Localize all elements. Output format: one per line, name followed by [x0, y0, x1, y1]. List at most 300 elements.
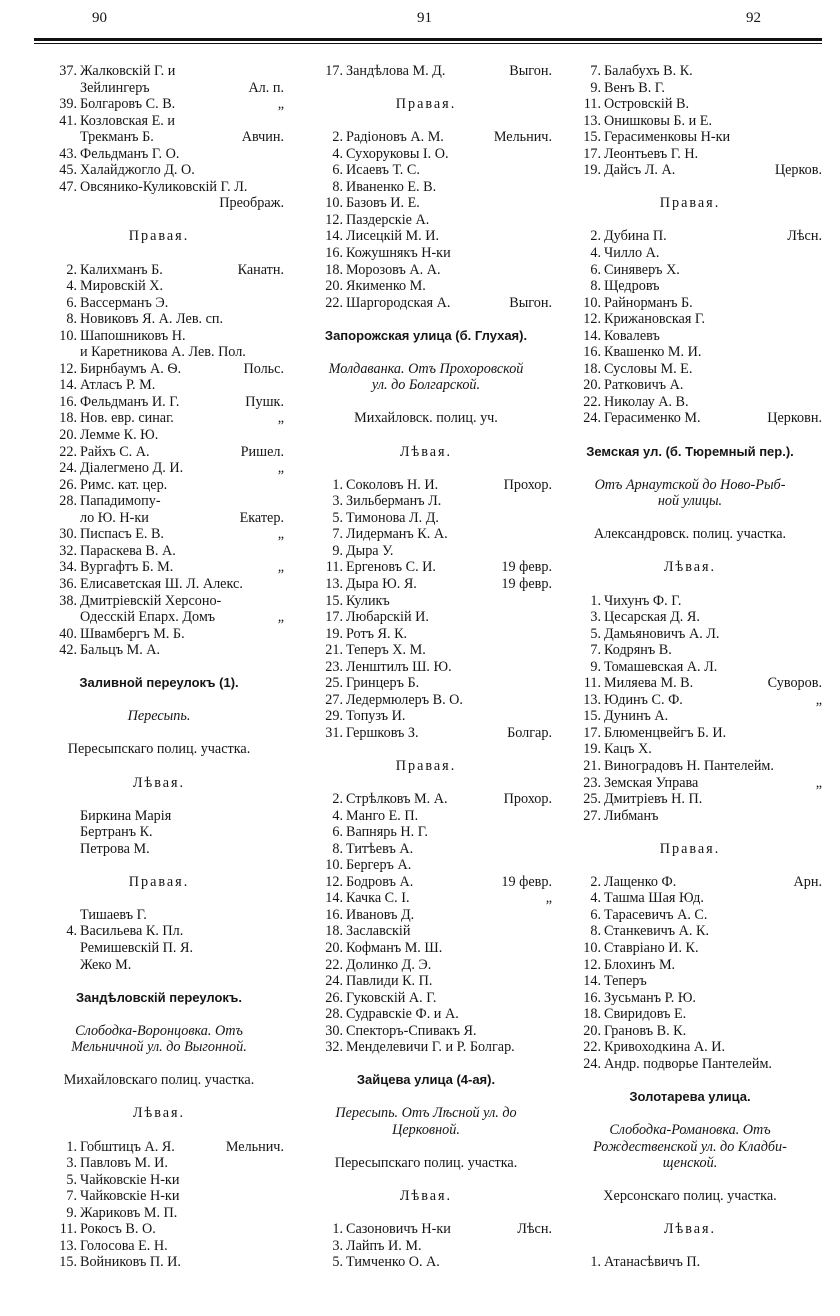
spacer [34, 1006, 284, 1023]
page-number: 91 [417, 10, 432, 26]
house-number: 27. [583, 807, 601, 824]
spacer [300, 311, 552, 328]
house-number: 9. [590, 79, 601, 96]
resident-name: Топузъ И. [346, 708, 406, 725]
house-number: 5. [332, 509, 343, 526]
house-number: 9. [590, 658, 601, 675]
house-number: 7. [332, 526, 343, 543]
district-description: ной улицы. [657, 493, 723, 510]
house-number: 1. [66, 1138, 77, 1155]
entry-row [300, 576, 552, 593]
entry-row [34, 940, 284, 957]
entry-row [300, 1221, 552, 1238]
spacer [34, 791, 284, 808]
entry-row [300, 990, 552, 1007]
house-number: 6. [332, 162, 343, 179]
spacer [300, 1089, 552, 1106]
house-number: 39. [59, 96, 77, 113]
house-number: 3. [66, 1155, 77, 1172]
house-number: 28. [325, 1006, 343, 1023]
spacer [300, 344, 552, 361]
entry-row [558, 1006, 822, 1023]
entry-row [300, 923, 552, 940]
house-number: 2. [66, 261, 77, 278]
house-number: 1. [590, 1254, 601, 1271]
entry-row [558, 775, 822, 792]
resident-name: Петрова М. [80, 840, 150, 857]
house-number: 19. [583, 741, 601, 758]
house-number: 6. [590, 906, 601, 923]
spacer [34, 725, 284, 742]
resident-name: Любарскій И. [346, 609, 429, 626]
resident-name: Ташма Шая Юд. [604, 890, 704, 907]
entry-row [300, 675, 552, 692]
header-rule-thin [34, 43, 822, 44]
house-number: 17. [325, 609, 343, 626]
entry-row [34, 477, 284, 494]
house-number: 10. [583, 939, 601, 956]
house-number: 12. [325, 211, 343, 228]
resident-name: Чилло А. [604, 245, 660, 262]
entry-row [34, 1188, 284, 1205]
entry-row [558, 642, 822, 659]
resident-name: Гринцеръ Б. [346, 675, 420, 692]
entry-row [558, 80, 822, 97]
spacer [300, 427, 552, 444]
entry-row [34, 1254, 284, 1271]
entry-row [300, 1238, 552, 1255]
resident-name: Трекманъ Б. [80, 129, 154, 146]
house-number: 43. [59, 145, 77, 162]
entry-row [34, 63, 284, 80]
entry-row [558, 228, 822, 245]
street-heading: Золотарева улица. [629, 1088, 751, 1104]
resident-name: Балабухъ В. К. [604, 63, 693, 79]
entry-row [34, 311, 284, 328]
house-number: 15. [583, 708, 601, 725]
cross-street: Лѣсн. [517, 1221, 552, 1238]
house-number: 8. [66, 311, 77, 328]
house-number: 18. [59, 410, 77, 427]
house-number: 30. [325, 1022, 343, 1039]
resident-name: Леонтьевъ Г. Н. [604, 145, 699, 162]
house-number: 12. [583, 956, 601, 973]
entry-row [300, 245, 552, 262]
house-number: 11. [583, 675, 601, 692]
street-heading: Запорожская улица (б. Глухая). [324, 327, 528, 343]
side-heading: Правая. [395, 96, 457, 113]
house-number: 7. [66, 1188, 77, 1205]
resident-name: Юдинъ С. Ф. [604, 691, 683, 708]
entry-row [558, 311, 822, 328]
entry-row [300, 857, 552, 874]
house-number: 10. [325, 195, 343, 212]
resident-name: Кривоходкина А. И. [604, 1039, 726, 1056]
entry-row [558, 63, 822, 80]
house-number: 20. [325, 939, 343, 956]
cross-street: Церковн. [767, 410, 822, 427]
entry-row [34, 559, 284, 576]
resident-name: Голосова Е. Н. [80, 1237, 168, 1254]
house-number: 12. [59, 360, 77, 377]
spacer [558, 576, 822, 593]
resident-name: Стрѣлковъ М. А. [346, 791, 448, 808]
house-number: 28. [59, 493, 77, 510]
entry-row [300, 841, 552, 858]
spacer [34, 973, 284, 990]
house-number: 25. [325, 675, 343, 692]
entry-row [558, 410, 822, 427]
entry-row [34, 410, 284, 427]
resident-name: Овсянико-Куликовскій Г. Л. [80, 178, 248, 195]
resident-name: Крижановская Г. [604, 311, 706, 328]
resident-name: Куликъ [346, 592, 390, 609]
entry-row [300, 162, 552, 179]
entry-row [300, 295, 552, 312]
entry-row [34, 377, 284, 394]
entry-row [34, 543, 284, 560]
house-number: 15. [325, 592, 343, 609]
resident-name: ло Ю. Н-ки [80, 509, 149, 526]
house-number: 14. [583, 327, 601, 344]
house-number: 14. [325, 890, 343, 907]
resident-name: Тимонова Л. Д. [346, 509, 439, 526]
spacer [34, 857, 284, 874]
house-number: 3. [332, 493, 343, 510]
entry-row [34, 96, 284, 113]
resident-name: Сазоновичъ Н-ки [346, 1221, 451, 1238]
entry-row [300, 1023, 552, 1040]
entry-row [34, 1172, 284, 1189]
spacer [558, 1205, 822, 1222]
house-number: 8. [332, 178, 343, 195]
resident-name: Исаевъ Т. С. [346, 162, 420, 179]
resident-name: Квашенко М. И. [604, 344, 702, 361]
entry-row [34, 1139, 284, 1156]
entry-row [34, 957, 284, 974]
spacer [558, 1105, 822, 1122]
house-number: 10. [59, 327, 77, 344]
house-number: 20. [325, 278, 343, 295]
house-number: 12. [325, 873, 343, 890]
house-number: 17. [583, 724, 601, 741]
entry-row [300, 874, 552, 891]
spacer [558, 857, 822, 874]
house-number: 9. [66, 1204, 77, 1221]
entry-row [558, 708, 822, 725]
entry-row [558, 990, 822, 1007]
header-rule [34, 38, 822, 41]
house-number: 18. [325, 923, 343, 940]
cross-street: Пушк. [245, 393, 284, 410]
resident-name: Ремишевскій П. Я. [80, 939, 194, 956]
entry-row [300, 278, 552, 295]
resident-name: Васильева К. Пл. [80, 923, 184, 940]
house-number: 4. [66, 278, 77, 295]
house-number: 8. [332, 840, 343, 857]
house-number: 36. [59, 575, 77, 592]
house-number: 20. [59, 427, 77, 444]
house-number: 31. [325, 724, 343, 741]
spacer [300, 1205, 552, 1222]
district-description: Отъ Арнаутской до Ново-Рыб- [594, 476, 786, 493]
house-number: 8. [590, 923, 601, 940]
spacer [34, 758, 284, 775]
house-number: 19. [583, 162, 601, 179]
resident-name: Бодровъ А. [346, 873, 414, 890]
resident-name: Параскева В. А. [80, 542, 176, 559]
street-heading: Зайцева улица (4-ая). [356, 1072, 496, 1088]
resident-name: Николау А. В. [604, 393, 689, 410]
house-number: 24. [583, 1055, 601, 1072]
district-description: Рождественской ул. до Кладби- [593, 1138, 787, 1155]
entry-row [558, 96, 822, 113]
resident-name: Кофманъ М. Ш. [346, 939, 443, 956]
entry-row [34, 1155, 284, 1172]
house-number: 13. [59, 1237, 77, 1254]
district-description: ул. до Болгарской. [371, 377, 481, 394]
house-number: 20. [583, 1022, 601, 1039]
house-number: 16. [583, 344, 601, 361]
house-number: 24. [59, 460, 77, 477]
entry-row [34, 80, 284, 97]
police-precinct: Херсонскаго полиц. участка. [603, 1188, 777, 1205]
resident-name: Вапнярь Н. Г. [346, 824, 428, 841]
entry-row [34, 576, 284, 593]
cross-street: Прохор. [503, 476, 552, 493]
spacer [558, 1238, 822, 1255]
resident-name: Островскій В. [604, 96, 690, 113]
house-number: 34. [59, 559, 77, 576]
spacer [558, 179, 822, 196]
house-number: 2. [590, 228, 601, 245]
house-number: 11. [325, 559, 343, 576]
spacer [300, 741, 552, 758]
house-number: 10. [325, 857, 343, 874]
cross-street: 19 февр. [501, 873, 552, 890]
cross-street: 19 февр. [501, 559, 552, 576]
entry-row [558, 1023, 822, 1040]
resident-name: Лисецкій М. И. [346, 228, 440, 245]
house-number: 5. [66, 1171, 77, 1188]
side-heading: Правая. [395, 757, 457, 774]
house-number: 1. [332, 1221, 343, 1238]
entry-row [300, 212, 552, 229]
entry-row [34, 361, 284, 378]
entry-row [34, 923, 284, 940]
resident-name: Фельдманъ Г. О. [80, 145, 180, 162]
resident-name: Дамьяновичъ А. Л. [604, 625, 720, 642]
resident-name: Войниковъ П. И. [80, 1254, 181, 1271]
resident-name: Зильберманъ Л. [346, 493, 442, 510]
spacer [34, 692, 284, 709]
side-heading: Лѣвая. [132, 1105, 186, 1122]
spacer [300, 775, 552, 792]
cross-street: „ [545, 890, 552, 907]
house-number: 3. [590, 609, 601, 626]
entry-row [34, 824, 284, 841]
resident-name: Ледермюлеръ В. О. [346, 691, 463, 708]
entry-row [34, 113, 284, 130]
entry-row [558, 377, 822, 394]
spacer [558, 460, 822, 477]
entry-row [300, 493, 552, 510]
side-heading: Лѣвая. [399, 1188, 453, 1205]
entry-row [34, 493, 284, 510]
resident-name: Зусьманъ Р. Ю. [604, 989, 696, 1006]
house-number: 13. [583, 691, 601, 708]
cross-street: Арн. [793, 873, 822, 890]
resident-name: Соколовъ Н. И. [346, 476, 439, 493]
house-number: 7. [590, 63, 601, 79]
spacer [34, 1089, 284, 1106]
entry-row [558, 245, 822, 262]
house-number: 7. [590, 642, 601, 659]
entry-row [300, 642, 552, 659]
entry-row [34, 642, 284, 659]
resident-name: Дайсъ Л. А. [604, 162, 676, 179]
entry-row [558, 278, 822, 295]
resident-name: Рокосъ В. О. [80, 1221, 156, 1238]
resident-name: Виноградовъ Н. Пантелейм. [604, 757, 774, 774]
house-number: 9. [332, 542, 343, 559]
house-number: 15. [59, 1254, 77, 1271]
house-number: 17. [583, 145, 601, 162]
resident-name: Шапошниковъ Н. [80, 327, 186, 344]
side-heading: Лѣвая. [399, 443, 453, 460]
house-number: 29. [325, 708, 343, 725]
house-number: 6. [66, 294, 77, 311]
district-description: Пересыпь. [127, 708, 191, 725]
resident-name: Биркина Марія [80, 807, 172, 824]
entry-row [558, 808, 822, 825]
entry-row [300, 262, 552, 279]
entry-row [558, 725, 822, 742]
resident-name: Ковалевъ [604, 327, 660, 344]
entry-row [558, 328, 822, 345]
entry-row [34, 394, 284, 411]
resident-name: Швамбергъ М. Б. [80, 625, 185, 642]
cross-street: Мельнич. [493, 129, 552, 146]
spacer [300, 1056, 552, 1073]
resident-name: Бергеръ А. [346, 857, 412, 874]
entry-row [558, 146, 822, 163]
spacer [558, 543, 822, 560]
resident-name: Вассерманъ Э. [80, 294, 169, 311]
cross-street: „ [815, 691, 822, 708]
entry-row [300, 63, 552, 80]
house-number: 18. [583, 1006, 601, 1023]
side-heading: Лѣвая. [663, 1221, 717, 1238]
house-number: 25. [583, 791, 601, 808]
cross-street: „ [277, 526, 284, 543]
entry-row [558, 923, 822, 940]
entry-row [300, 626, 552, 643]
page-number: 90 [92, 10, 107, 26]
resident-name: Римс. кат. цер. [80, 476, 168, 493]
spacer [558, 427, 822, 444]
police-precinct: Пересыпскаго полиц. участка. [334, 1155, 518, 1172]
spacer [558, 212, 822, 229]
entry-row [558, 361, 822, 378]
entry-row [34, 841, 284, 858]
page-number: 92 [746, 10, 761, 26]
resident-name: Павловъ М. И. [80, 1155, 168, 1172]
entry-row [300, 692, 552, 709]
resident-name: Герасименко М. [604, 410, 701, 427]
house-number: 38. [59, 592, 77, 609]
entry-row [34, 593, 284, 610]
house-number: 26. [59, 476, 77, 493]
house-number: 4. [332, 145, 343, 162]
entry-row [300, 1006, 552, 1023]
spacer [558, 510, 822, 527]
resident-name: Пападимопу- [80, 493, 161, 510]
spacer [34, 212, 284, 229]
district-description: Пересыпь. Отъ Лѣсной ул. до [335, 1105, 517, 1122]
cross-street: „ [277, 410, 284, 427]
resident-name: Болгаровъ С. В. [80, 96, 176, 113]
resident-name: Манго Е. П. [346, 807, 419, 824]
cross-street: 19 февр. [501, 575, 552, 592]
entry-row [558, 907, 822, 924]
resident-name: Дмитріевскій Херсоно- [80, 592, 222, 609]
house-number: 24. [325, 973, 343, 990]
house-number: 4. [590, 245, 601, 262]
entry-row [300, 146, 552, 163]
resident-name: Чайковскіе Н-ки [80, 1171, 180, 1188]
resident-name: Лидерманъ К. А. [346, 526, 448, 543]
entry-row [558, 890, 822, 907]
house-number: 10. [583, 294, 601, 311]
resident-name: Судравскіе Ф. и А. [346, 1006, 459, 1023]
resident-name: Лемме К. Ю. [80, 427, 159, 444]
house-number: 16. [325, 245, 343, 262]
entry-row [558, 659, 822, 676]
house-number: 14. [59, 377, 77, 394]
entry-row [558, 692, 822, 709]
house-number: 20. [583, 377, 601, 394]
cross-street: Болгар. [507, 724, 552, 741]
resident-name: Ленштилъ Ш. Ю. [346, 658, 452, 675]
entry-row [558, 262, 822, 279]
police-precinct: Михайловск. полиц. уч. [354, 410, 498, 427]
spacer [300, 1172, 552, 1189]
resident-name: Райнорманъ Б. [604, 294, 693, 311]
resident-name: Гобштицъ А. Я. [80, 1138, 175, 1155]
house-number: 32. [59, 542, 77, 559]
entry-row [558, 1254, 822, 1271]
resident-name: Сусловы М. Е. [604, 360, 693, 377]
resident-name: Новиковъ Я. А. Лев. сп. [80, 311, 224, 328]
house-number: 4. [66, 923, 77, 940]
resident-name: Станкевичъ А. К. [604, 923, 710, 940]
resident-name: Томашевская А. Л. [604, 658, 718, 675]
resident-name: Фельдманъ И. Г. [80, 393, 180, 410]
column-left [34, 63, 284, 1271]
entry-row [300, 228, 552, 245]
resident-name: Ротъ Я. К. [346, 625, 408, 642]
house-number: 11. [59, 1221, 77, 1238]
street-heading: Зандѣловскій переулокъ. [75, 989, 243, 1005]
resident-name: Тарасевичъ А. С. [604, 906, 708, 923]
house-number: 47. [59, 178, 77, 195]
entry-row [34, 626, 284, 643]
spacer [558, 824, 822, 841]
house-number: 11. [583, 96, 601, 113]
resident-name: Синяверъ Х. [604, 261, 680, 278]
resident-name: Атанасѣвичъ П. [604, 1254, 701, 1271]
